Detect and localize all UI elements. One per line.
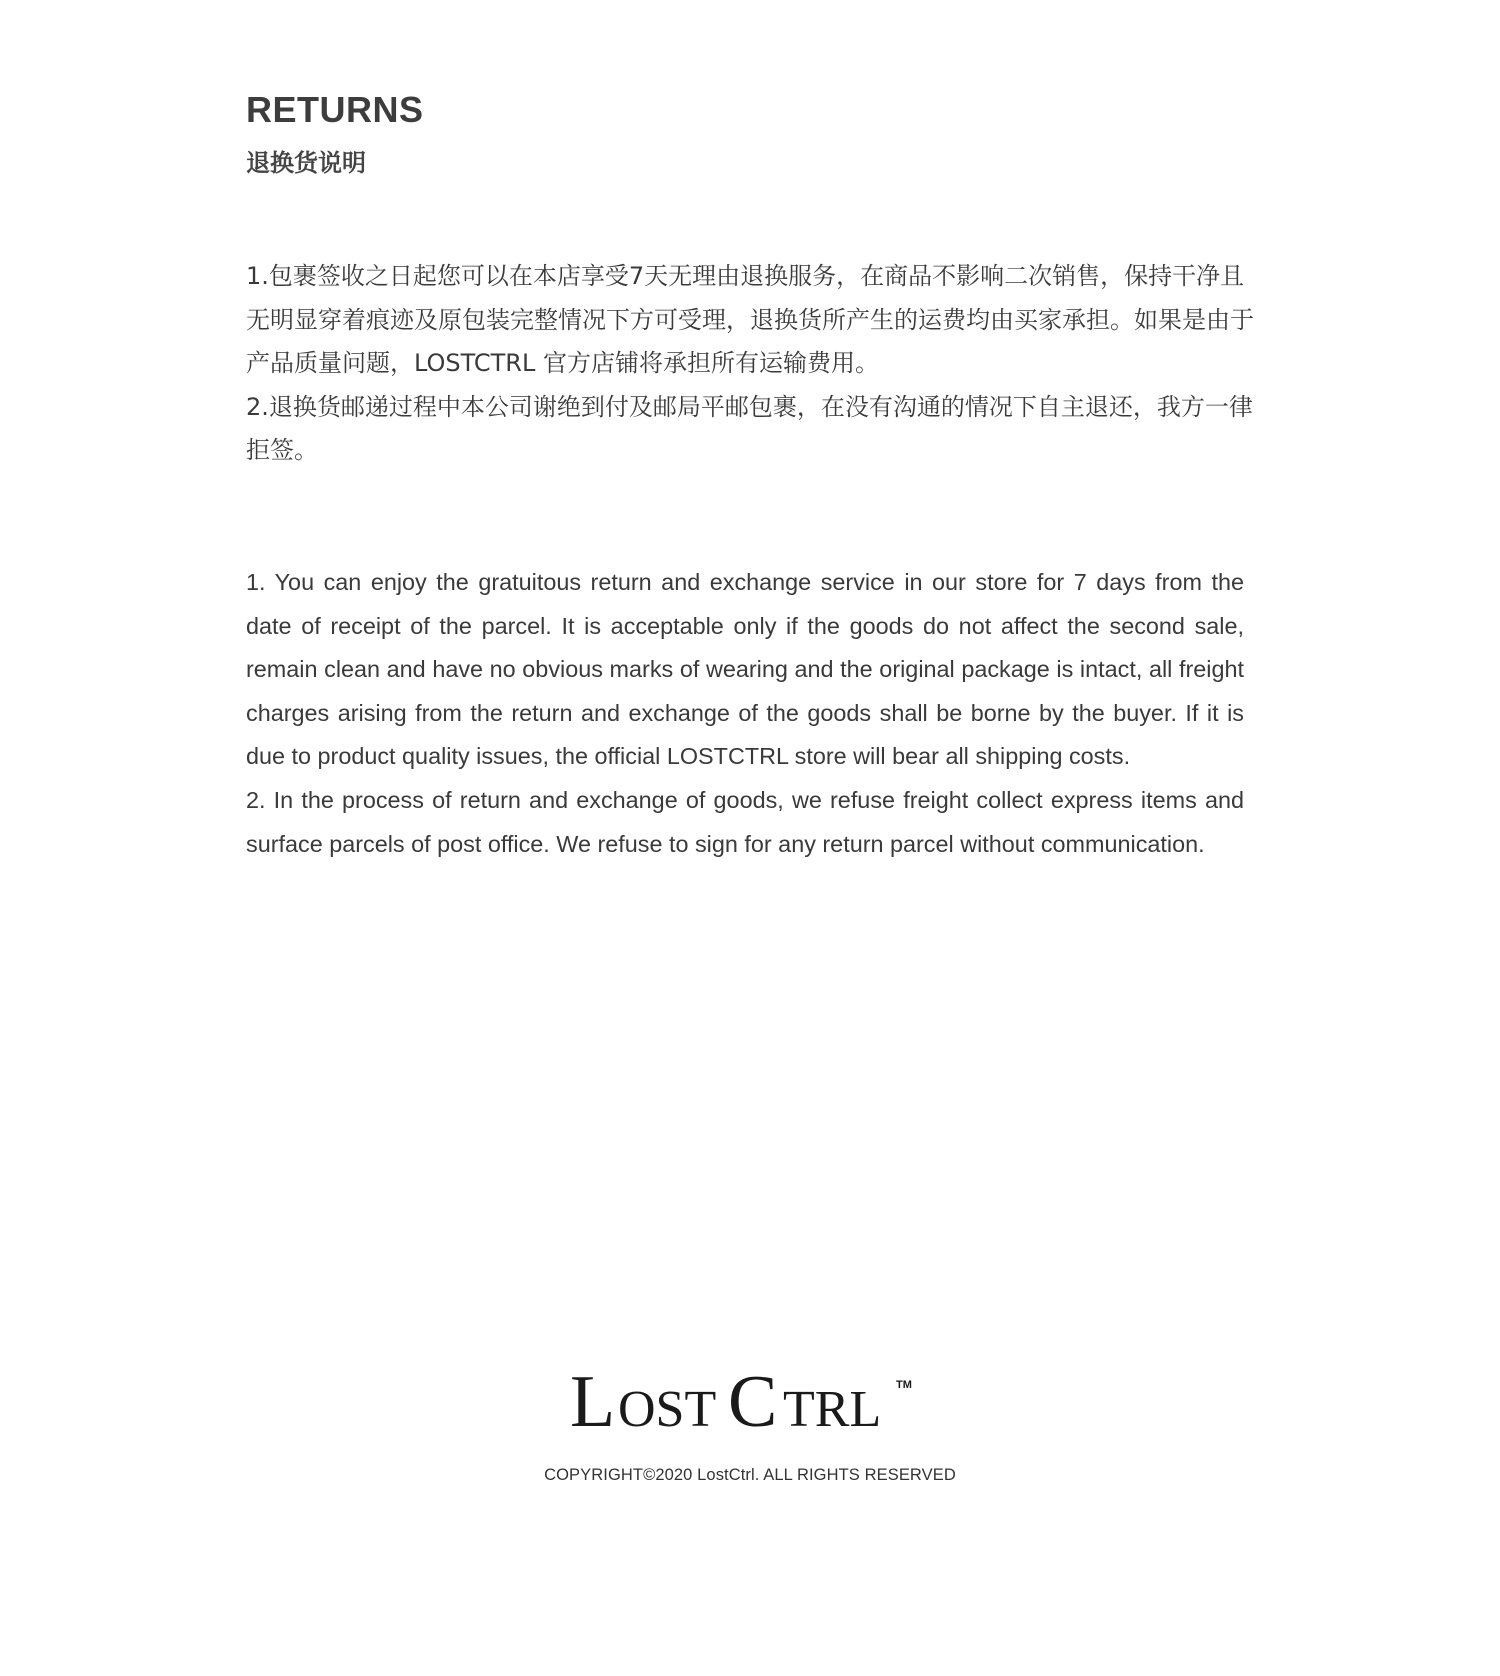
svg-text:TRL: TRL [783, 1381, 882, 1434]
page-title: RETURNS [246, 89, 424, 130]
svg-text:C: C [728, 1364, 778, 1434]
chinese-policy-section [246, 255, 1256, 473]
svg-text:OST: OST [618, 1381, 717, 1434]
english-policy-section [246, 561, 1244, 866]
english-policy-item-1: 1. You can enjoy the gratuitous return and exchange service in our store for 7 days from the date of receipt of the parcel. It is acceptable only if the goods do not affect the second sale, remain clean and have no obvious marks of wearing and the original package is intact, all freight charges arising from the return and exchange of the goods shall be borne by the buyer. If it is due to product quality issues, the official LOSTCTRL store will bear all shipping costs. [246, 569, 1244, 770]
chinese-policy-item-2: 2.退换货邮递过程中本公司谢绝到付及邮局平邮包裹，在没有沟通的情况下自主退还，我方一律拒签。 [246, 392, 1253, 464]
svg-text:TM: TM [896, 1379, 912, 1391]
brand-logo [0, 1364, 1500, 1438]
page-subtitle: 退换货说明 [246, 149, 366, 177]
svg-text:L: L [570, 1364, 616, 1434]
chinese-policy-item-1: 1.包裹签收之日起您可以在本店享受7天无理由退换服务，在商品不影响二次销售，保持干净且无明显穿着痕迹及原包装完整情况下方可受理，退换货所产生的运费均由买家承担。如果是由于产品质量问题，LOSTCTRL 官方店铺将承担所有运输费用。 [246, 262, 1254, 377]
english-policy-item-2: 2. In the process of return and exchange of goods, we refuse freight collect express items and surface parcels of post office. We refuse to sign for any return parcel without communication. [246, 786, 1244, 857]
lostctrl-logo-icon [570, 1364, 930, 1434]
copyright-text: COPYRIGHT©2020 LostCtrl. ALL RIGHTS RESERVED [544, 1466, 956, 1484]
